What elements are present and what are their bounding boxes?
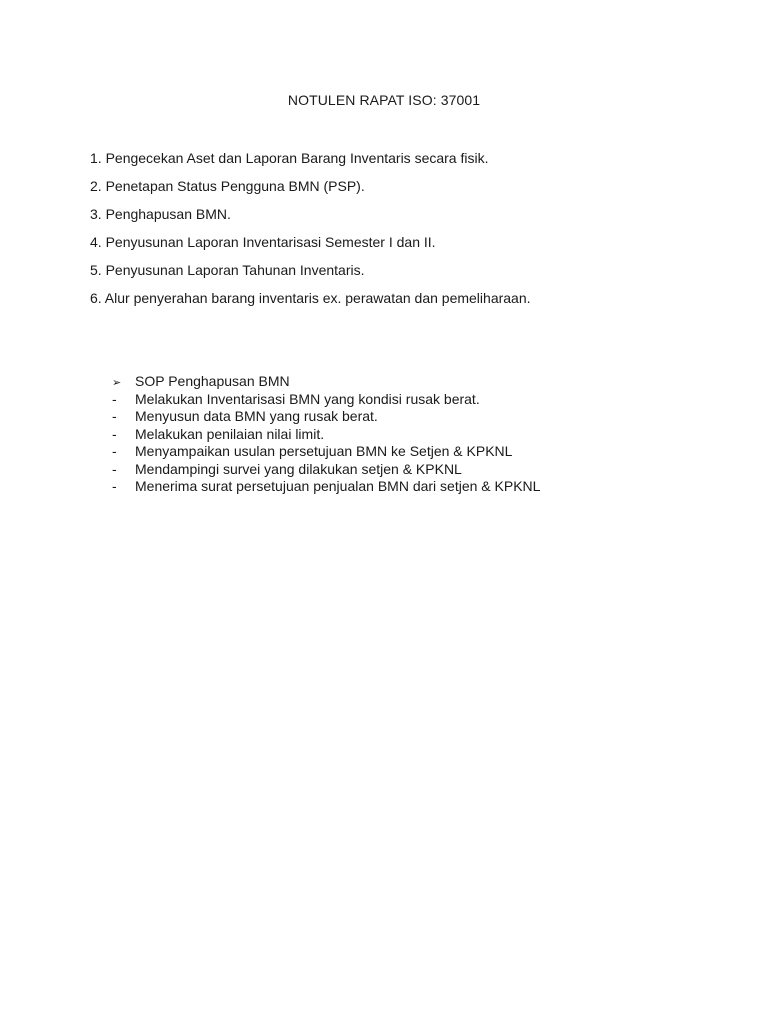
- dash-bullet: -: [112, 408, 117, 424]
- agenda-item: 2. Penetapan Status Pengguna BMN (PSP).: [90, 178, 365, 194]
- dash-bullet: -: [112, 443, 117, 459]
- sop-step: [112, 478, 540, 496]
- sop-section: [112, 373, 540, 496]
- dash-bullet: -: [112, 460, 117, 477]
- arrow-bullet-glyph: ➢: [112, 377, 122, 389]
- sop-step: [112, 391, 540, 409]
- sop-step: [112, 426, 540, 444]
- dash-bullet: -: [112, 425, 117, 442]
- sop-step: [112, 461, 540, 479]
- agenda-item: 6. Alur penyerahan barang inventaris ex. perawatan dan pemeliharaan.: [90, 290, 531, 306]
- agenda-item: 3. Penghapusan BMN.: [90, 206, 231, 222]
- dash-bullet: -: [112, 390, 117, 407]
- arrow-bullet-icon: [112, 373, 135, 391]
- agenda-item: 5. Penyusunan Laporan Tahunan Inventaris.: [90, 262, 365, 278]
- document-title: NOTULEN RAPAT ISO: 37001: [287, 92, 481, 108]
- sop-step-text: Menyusun data BMN yang rusak berat.: [135, 408, 378, 424]
- dash-bullet: -: [112, 478, 117, 494]
- sop-step-text: Mendampingi survei yang dilakukan setjen & KPKNL: [135, 460, 462, 477]
- sop-step-text: Menerima surat persetujuan penjualan BMN dari setjen & KPKNL: [135, 478, 541, 494]
- sop-step-text: Menyampaikan usulan persetujuan BMN ke Setjen & KPKNL: [135, 443, 513, 459]
- sop-step: [112, 443, 540, 461]
- agenda-item: 1. Pengecekan Aset dan Laporan Barang Inventaris secara fisik.: [90, 150, 489, 166]
- sop-heading: SOP Penghapusan BMN: [135, 373, 290, 389]
- sop-step-text: Melakukan penilaian nilai limit.: [135, 425, 325, 442]
- agenda-list: [90, 150, 531, 318]
- agenda-item: 4. Penyusunan Laporan Inventarisasi Semester I dan II.: [90, 234, 436, 250]
- sop-step: [112, 408, 540, 426]
- sop-step-text: Melakukan Inventarisasi BMN yang kondisi rusak berat.: [135, 390, 480, 407]
- sop-heading-row: [112, 373, 540, 391]
